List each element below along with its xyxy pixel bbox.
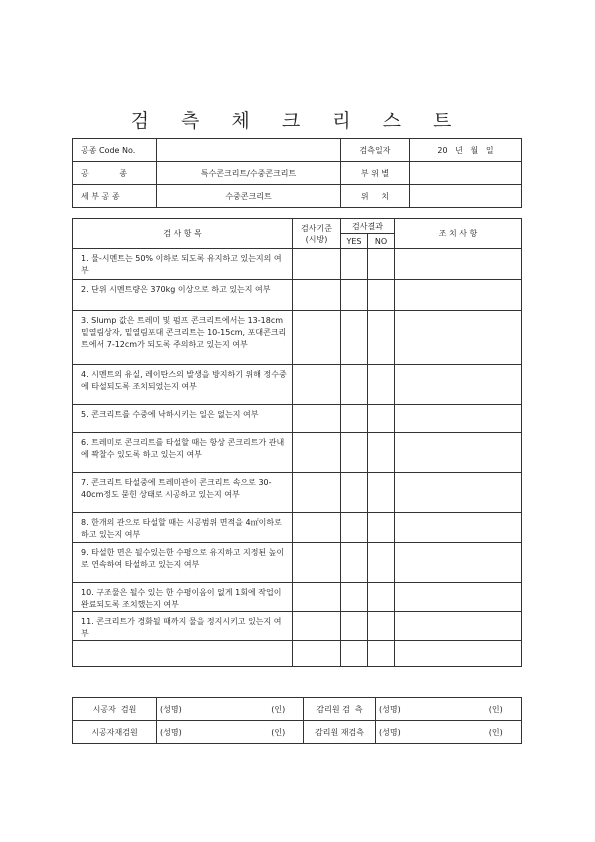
contractor-inspector-name[interactable]: (성명) (157, 698, 254, 721)
check-item-text: 10. 구조물은 될수 있는 한 수평이음이 없게 1회에 작업이 완료되도록 조치했는지 여부 (73, 583, 293, 612)
check-item-text: 8. 한개의 관으로 타설할 때는 시공범위 면적을 4㎡이하로 하고 있는지 여부 (73, 513, 293, 543)
action-cell[interactable] (395, 473, 522, 513)
no-cell[interactable] (368, 311, 395, 365)
col-action-header: 조 치 사 항 (395, 219, 522, 249)
action-cell[interactable] (395, 311, 522, 365)
no-cell[interactable] (368, 280, 395, 311)
action-cell[interactable] (395, 249, 522, 280)
date-label: 검측일자 (341, 139, 410, 162)
table-row (73, 543, 522, 583)
dept-label: 부 위 별 (341, 162, 410, 185)
no-cell[interactable] (368, 513, 395, 543)
work-label: 공 종 (73, 162, 157, 185)
action-cell[interactable] (395, 433, 522, 473)
table-row (73, 311, 522, 365)
check-item-text: 9. 타설한 면은 될수있는한 수평으로 유지하고 지정된 높이로 연속하여 타설하고 있는지 여부 (73, 543, 293, 583)
check-item-text: 2. 단위 시멘트량은 370kg 이상으로 하고 있는지 여부 (73, 280, 293, 311)
table-row (73, 583, 522, 612)
criteria-cell[interactable] (293, 513, 341, 543)
action-cell[interactable] (395, 405, 522, 433)
yes-cell[interactable] (341, 583, 368, 612)
yes-cell[interactable] (341, 433, 368, 473)
check-item-text: 5. 콘크리트를 수중에 낙하시키는 일은 없는지 여부 (73, 405, 293, 433)
yes-cell[interactable] (341, 513, 368, 543)
contractor-reinspector-label: 시공자재검원 (73, 721, 157, 744)
criteria-cell[interactable] (293, 583, 341, 612)
no-cell[interactable] (368, 612, 395, 641)
criteria-cell[interactable] (293, 405, 341, 433)
criteria-cell[interactable] (293, 641, 341, 667)
col-result-header: 검사결과 (341, 219, 395, 234)
signature-row-1 (73, 698, 522, 721)
date-value[interactable]: 20 년 월 일 (410, 139, 522, 162)
dept-value[interactable] (410, 162, 522, 185)
check-item-text: 3. Slump 값은 트레미 및 펌프 콘크리트에서는 13-18cm 밑열림상자, 밑열림포대 콘크리트는 10-15cm, 포대콘크리트에서 7-12cm가 되도록 주의하고 있는지 여부 (73, 311, 293, 365)
detail-label: 세 부 공 종 (73, 185, 157, 208)
check-item-text: 7. 콘크리트 타설중에 트레미관이 콘크리트 속으로 30-40cm정도 묻힌 상태로 시공하고 있는지 여부 (73, 473, 293, 513)
code-value[interactable] (157, 139, 341, 162)
check-item-text (73, 641, 293, 667)
checklist-table (72, 218, 522, 667)
supervisor-reinspection-seal[interactable]: (인) (471, 721, 522, 744)
contractor-inspector-seal[interactable]: (인) (254, 698, 304, 721)
table-row (73, 365, 522, 405)
page-title: 검 측 체 크 리 스 트 (130, 110, 465, 132)
criteria-cell[interactable] (293, 612, 341, 641)
supervisor-inspection-name[interactable]: (성명) (376, 698, 471, 721)
supervisor-reinspection-name[interactable]: (성명) (376, 721, 471, 744)
table-row (73, 249, 522, 280)
signature-table (72, 697, 522, 744)
action-cell[interactable] (395, 612, 522, 641)
table-row (73, 513, 522, 543)
criteria-cell[interactable] (293, 249, 341, 280)
action-cell[interactable] (395, 280, 522, 311)
no-cell[interactable] (368, 473, 395, 513)
no-cell[interactable] (368, 249, 395, 280)
col-criteria-header: 검사기준 (시방) (293, 219, 341, 249)
check-item-text: 11. 콘크리트가 경화될 때까지 물을 정지시키고 있는지 여부 (73, 612, 293, 641)
contractor-reinspector-name[interactable]: (성명) (157, 721, 254, 744)
loc-value[interactable] (410, 185, 522, 208)
no-cell[interactable] (368, 365, 395, 405)
yes-cell[interactable] (341, 473, 368, 513)
supervisor-inspection-seal[interactable]: (인) (471, 698, 522, 721)
criteria-cell[interactable] (293, 280, 341, 311)
header-row-detail (73, 185, 522, 208)
table-row (73, 433, 522, 473)
yes-cell[interactable] (341, 249, 368, 280)
yes-cell[interactable] (341, 641, 368, 667)
action-cell[interactable] (395, 513, 522, 543)
yes-cell[interactable] (341, 612, 368, 641)
criteria-cell[interactable] (293, 311, 341, 365)
work-value[interactable]: 특수콘크리트/수중콘크리트 (157, 162, 341, 185)
check-item-text: 4. 시멘트의 유실, 레이탄스의 발생을 방지하기 위해 정수중에 타설되도록 조치되었는지 여부 (73, 365, 293, 405)
loc-label: 위 치 (341, 185, 410, 208)
yes-cell[interactable] (341, 365, 368, 405)
yes-cell[interactable] (341, 543, 368, 583)
no-cell[interactable] (368, 641, 395, 667)
criteria-cell[interactable] (293, 543, 341, 583)
col-yes-header: YES (341, 234, 368, 249)
col-no-header: NO (368, 234, 395, 249)
no-cell[interactable] (368, 543, 395, 583)
code-label: 공종 Code No. (73, 139, 157, 162)
no-cell[interactable] (368, 405, 395, 433)
action-cell[interactable] (395, 583, 522, 612)
supervisor-inspection-label: 감리원 검 측 (304, 698, 376, 721)
action-cell[interactable] (395, 641, 522, 667)
yes-cell[interactable] (341, 280, 368, 311)
yes-cell[interactable] (341, 405, 368, 433)
supervisor-reinspection-label: 감리원 재검측 (304, 721, 376, 744)
table-row (73, 641, 522, 667)
header-row-work (73, 162, 522, 185)
contractor-inspector-label: 시공자 검원 (73, 698, 157, 721)
criteria-cell[interactable] (293, 365, 341, 405)
check-item-text: 6. 트레미로 콘크리트를 타설할 때는 항상 콘크리트가 관내에 꽉찰수 있도록 하고 있는지 여부 (73, 433, 293, 473)
col-item-header: 검 사 항 목 (73, 219, 293, 249)
action-cell[interactable] (395, 543, 522, 583)
table-row (73, 405, 522, 433)
signature-row-2 (73, 721, 522, 744)
criteria-cell[interactable] (293, 433, 341, 473)
table-row (73, 612, 522, 641)
no-cell[interactable] (368, 433, 395, 473)
action-cell[interactable] (395, 365, 522, 405)
header-row-code (73, 139, 522, 162)
detail-value[interactable]: 수중콘크리트 (157, 185, 341, 208)
check-item-text: 1. 물-시멘트는 50% 이하로 되도록 유지하고 있는지의 여부 (73, 249, 293, 280)
table-row (73, 280, 522, 311)
yes-cell[interactable] (341, 311, 368, 365)
criteria-cell[interactable] (293, 473, 341, 513)
no-cell[interactable] (368, 583, 395, 612)
header-table (72, 138, 522, 208)
table-row (73, 473, 522, 513)
contractor-reinspector-seal[interactable]: (인) (254, 721, 304, 744)
